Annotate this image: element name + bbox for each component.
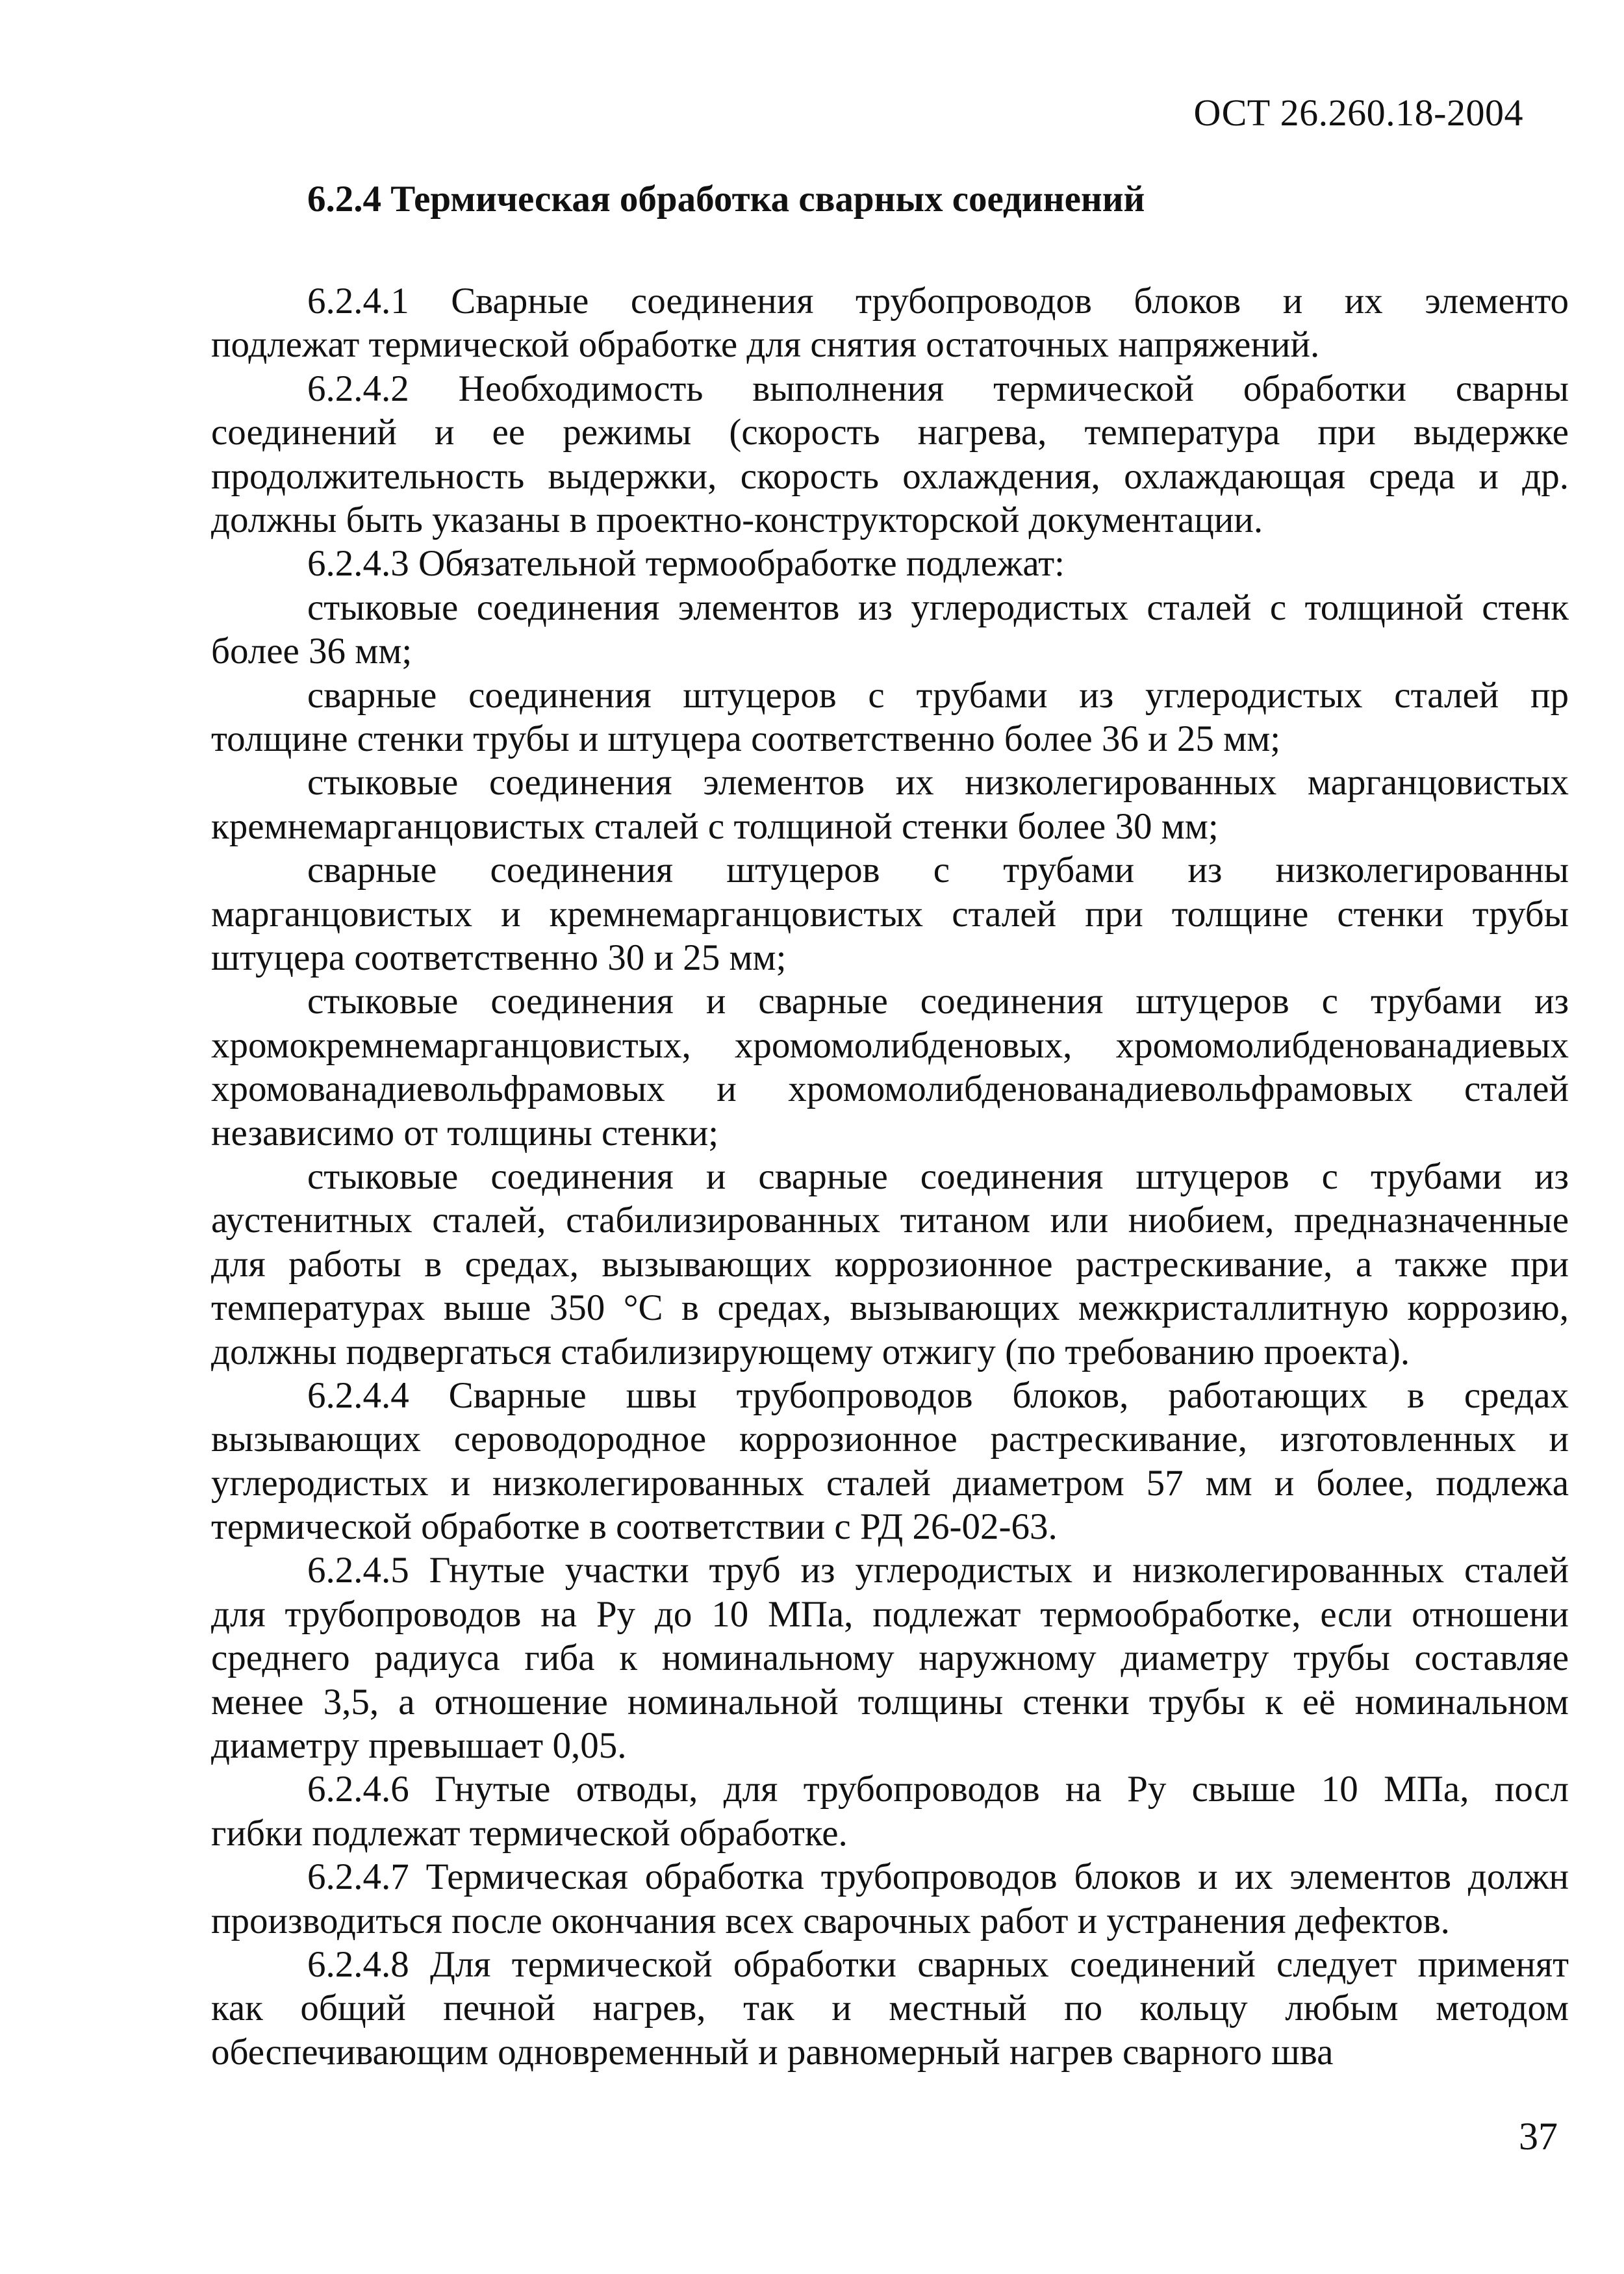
paragraph-line: сварные соединения штуцеров с трубами из низколегированны xyxy=(307,850,1569,891)
paragraph-line: стыковые соединения и сварные соединения штуцеров с трубами из xyxy=(307,1156,1569,1197)
paragraph-line: 6.2.4.3 Обязательной термообработке подлежат: xyxy=(307,543,1065,585)
paragraph-line: подлежат термической обработке для снятия остаточных напряжений. xyxy=(211,324,1320,366)
paragraph-line: марганцовистых и кремнемарганцовистых сталей при толщине стенки трубы xyxy=(211,893,1569,935)
paragraph-line: штуцера соответственно 30 и 25 мм; xyxy=(211,937,787,978)
paragraph-line: независимо от толщины стенки; xyxy=(211,1112,719,1154)
paragraph-list xyxy=(211,279,1569,2074)
paragraph-line: 6.2.4.2 Необходимость выполнения термической обработки сварны xyxy=(307,368,1569,409)
paragraph-line: производиться после окончания всех сварочных работ и устранения дефектов. xyxy=(211,1900,1450,1941)
paragraph-line: 6.2.4.6 Гнутые отводы, для трубопроводов на Ру свыше 10 МПа, посл xyxy=(307,1769,1569,1810)
document-id-header: ОСТ 26.260.18-2004 xyxy=(1193,92,1523,134)
paragraph-line: стыковые соединения элементов их низколегированных марганцовистых xyxy=(307,762,1569,803)
paragraph-line: температурах выше 350 °С в средах, вызывающих межкристаллитную коррозию, xyxy=(211,1287,1569,1329)
paragraph-line: более 36 мм; xyxy=(211,631,412,672)
paragraph-line: хромованадиевольфрамовых и хромомолибденованадиевольфрамовых сталей xyxy=(211,1068,1569,1110)
paragraph-line: аустенитных сталей, стабилизированных титаном или ниобием, предназначенные xyxy=(211,1200,1569,1241)
paragraph-line: сварные соединения штуцеров с трубами из углеродистых сталей пр xyxy=(307,674,1569,716)
paragraph-line: менее 3,5, а отношение номинальной толщины стенки трубы к её номинальном xyxy=(211,1681,1569,1723)
paragraph-line: углеродистых и низколегированных сталей диаметром 57 мм и более, подлежа xyxy=(211,1462,1569,1504)
paragraph-line: для трубопроводов на Ру до 10 МПа, подлежат термообработке, если отношени xyxy=(211,1593,1569,1635)
paragraph-line: толщине стенки трубы и штуцера соответственно более 36 и 25 мм; xyxy=(211,718,1281,759)
paragraph-line: диаметру превышает 0,05. xyxy=(211,1725,627,1767)
paragraph-line: 6.2.4.8 Для термической обработки сварных соединений следует применят xyxy=(307,1944,1569,1986)
paragraph-line: 6.2.4.1 Сварные соединения трубопроводов блоков и их элементо xyxy=(307,281,1569,322)
paragraph-line: соединений и ее режимы (скорость нагрева, температура при выдержке xyxy=(211,412,1569,453)
paragraph-line: 6.2.4.5 Гнутые участки труб из углеродистых и низколегированных сталей xyxy=(307,1550,1569,1591)
paragraph-line: для работы в средах, вызывающих коррозионное растрескивание, а также при xyxy=(211,1243,1569,1285)
section-heading: 6.2.4 Термическая обработка сварных соединений xyxy=(307,179,1145,220)
paragraph-line: должны быть указаны в проектно-конструкторской документации. xyxy=(211,499,1263,540)
paragraph-line: 6.2.4.7 Термическая обработка трубопроводов блоков и их элементов должн xyxy=(307,1856,1569,1898)
paragraph-line: среднего радиуса гиба к номинальному наружному диаметру трубы составляе xyxy=(211,1637,1569,1679)
paragraph-line: стыковые соединения и сварные соединения штуцеров с трубами из xyxy=(307,981,1569,1022)
paragraph-line: должны подвергаться стабилизирующему отжигу (по требованию проекта). xyxy=(211,1331,1410,1372)
paragraph-line: как общий печной нагрев, так и местный по кольцу любым методом xyxy=(211,1988,1569,2029)
paragraph-line: продолжительность выдержки, скорость охлаждения, охлаждающая среда и др. xyxy=(211,455,1569,497)
paragraph-line: обеспечивающим одновременный и равномерный нагрев сварного шва xyxy=(211,2031,1334,2073)
paragraph-line: стыковые соединения элементов из углеродистых сталей с толщиной стенк xyxy=(307,587,1569,628)
page-content xyxy=(211,170,1569,2074)
paragraph-line: кремнемарганцовистых сталей с толщиной стенки более 30 мм; xyxy=(211,805,1219,847)
page-number: 37 xyxy=(1519,2115,1558,2158)
paragraph-line: термической обработке в соответствии с РД 26-02-63. xyxy=(211,1506,1058,1548)
paragraph-line: вызывающих сероводородное коррозионное растрескивание, изготовленных и xyxy=(211,1419,1569,1460)
paragraph-line: 6.2.4.4 Сварные швы трубопроводов блоков, работающих в средах xyxy=(307,1374,1569,1416)
paragraph-line: гибки подлежат термической обработке. xyxy=(211,1812,848,1854)
paragraph-line: хромокремнемарганцовистых, хромомолибденовых, хромомолибденованадиевых xyxy=(211,1024,1569,1066)
